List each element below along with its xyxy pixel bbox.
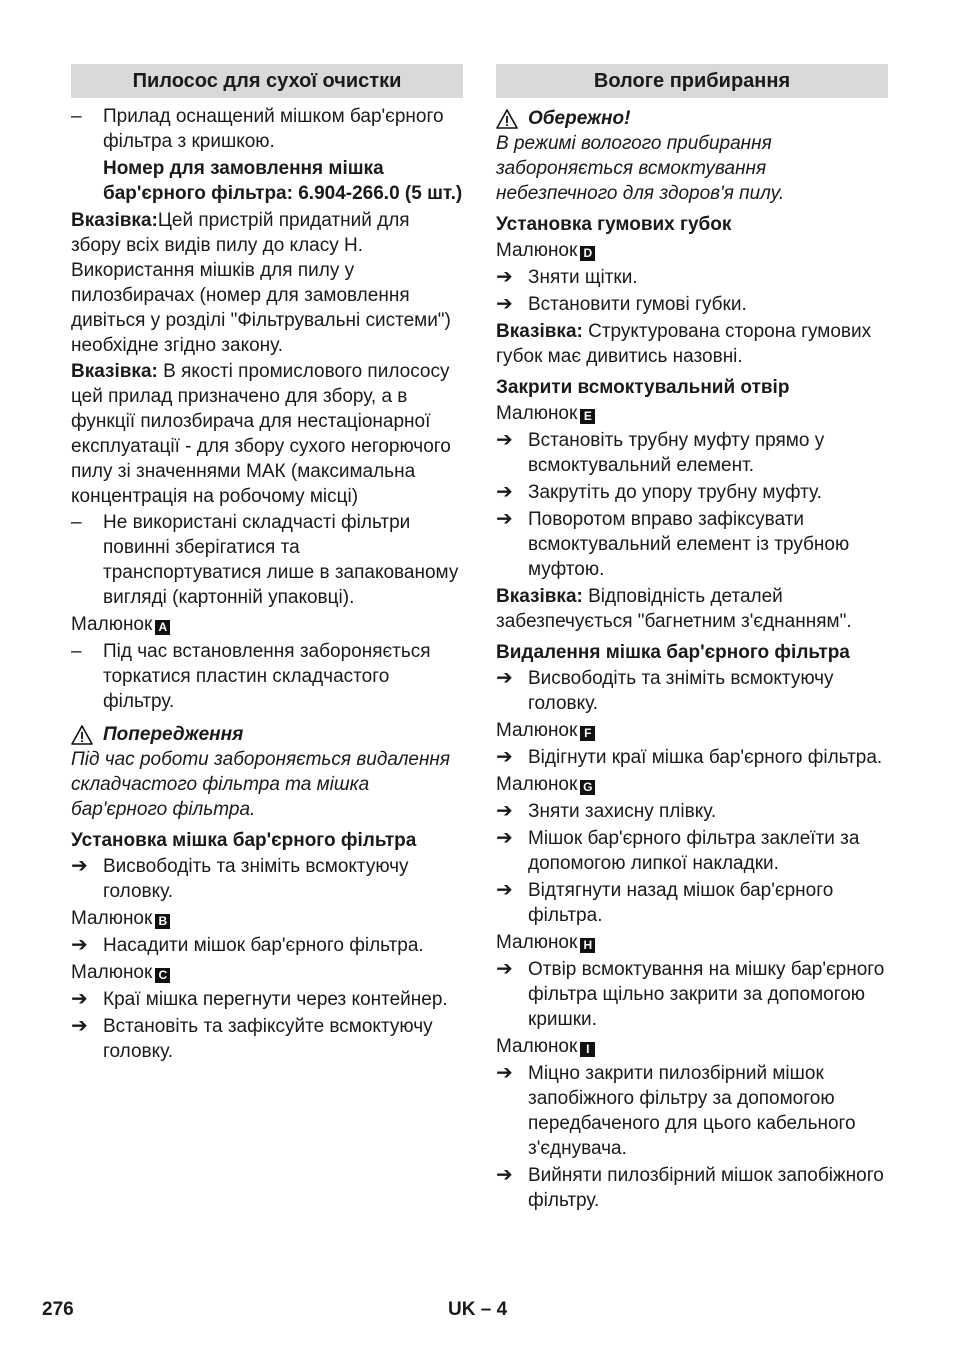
- section-header-wet: Вологе прибирання: [496, 64, 888, 98]
- figure-reference-h: Малюнок H: [496, 930, 888, 955]
- warning-heading: Попередження: [71, 722, 463, 747]
- step-item: ➔ Міцно закрити пилозбірний мішок запобіжного фільтру за допомогою передбаченого для цього кабельного з'єднувача.: [496, 1062, 856, 1159]
- arrow-right-icon: ➔: [71, 1015, 88, 1037]
- figure-letter-badge: F: [580, 726, 595, 741]
- note-paragraph: Вказівка: В якості промислового пилососу цей прилад призначено для збору, а в функції пилозбирача для нестаціонарної експлуатації - для збору сухого негорючого пилу зі значеннями МАК (максимальна концентрація на робочому місці): [71, 361, 451, 507]
- arrow-right-icon: ➔: [496, 879, 513, 901]
- note-paragraph: Вказівка:Цей пристрій придатний для збору всіх видів пилу до класу H. Використання мішків для пилу у пилозбирачах (номер для замовлення дивіться у розділі "Фільтрувальні системи") необхідне згідно закону.: [71, 210, 451, 356]
- step-item: ➔ Відігнути краї мішка бар'єрного фільтра.: [496, 746, 883, 768]
- note-paragraph: Вказівка: Відповідність деталей забезпечується "багнетним з'єднанням".: [496, 586, 852, 632]
- left-column: [71, 64, 463, 1066]
- figure-reference-d: Малюнок D: [496, 238, 888, 263]
- page-number: 276: [42, 1299, 74, 1320]
- figure-reference-c: Малюнок C: [71, 960, 463, 985]
- step-item: ➔ Насадити мішок бар'єрного фільтра.: [71, 934, 424, 956]
- step-item: ➔ Поворотом вправо зафіксувати всмоктувальний елемент із трубною муфтою.: [496, 508, 850, 580]
- list-item: – Під час встановлення забороняється торкатися пластин складчастого фільтру.: [71, 641, 431, 712]
- arrow-right-icon: ➔: [496, 667, 513, 689]
- arrow-right-icon: ➔: [496, 746, 513, 768]
- list-item: – Не використані складчасті фільтри повинні зберігатися та транспортуватися лише в запакованому вигляді (картонній упаковці).: [71, 512, 459, 608]
- warning-triangle-icon: [496, 109, 518, 129]
- rubber-lips-heading: Установка гумових губок: [496, 214, 732, 235]
- caution-text: В режимі вологого прибирання забороняється всмоктування небезпечного для здоров'я пилу.: [496, 133, 785, 204]
- arrow-right-icon: ➔: [496, 1062, 513, 1084]
- warning-text: Під час роботи забороняється видалення складчастого фільтра та мішка бар'єрного фільтра.: [71, 749, 451, 820]
- step-item: ➔ Встановіть та зафіксуйте всмоктуючу головку.: [71, 1015, 433, 1062]
- step-item: ➔ Отвір всмоктування на мішку бар'єрного фільтра щільно закрити за допомогою кришки.: [496, 958, 885, 1030]
- step-item: ➔ Висвободіть та зніміть всмоктуючу головку.: [496, 667, 834, 714]
- figure-letter-badge: E: [580, 409, 595, 424]
- figure-reference-b: Малюнок B: [71, 906, 463, 931]
- step-item: ➔ Зняти захисну плівку.: [496, 800, 717, 822]
- step-item: ➔ Встановіть трубну муфту прямо у всмоктувальний елемент.: [496, 429, 825, 476]
- figure-letter-badge: H: [580, 938, 595, 953]
- step-item: ➔ Вийняти пилозбірний мішок запобіжного фільтру.: [496, 1164, 884, 1211]
- figure-letter-badge: I: [580, 1042, 595, 1057]
- figure-letter-badge: C: [155, 968, 170, 983]
- figure-reference-f: Малюнок F: [496, 718, 888, 743]
- caution-heading: Обережно!: [496, 106, 888, 131]
- arrow-right-icon: ➔: [496, 1164, 513, 1186]
- close-suction-heading: Закрити всмоктувальний отвір: [496, 377, 790, 398]
- dash-marker: –: [71, 512, 82, 533]
- arrow-right-icon: ➔: [71, 988, 88, 1010]
- arrow-right-icon: ➔: [496, 429, 513, 451]
- arrow-right-icon: ➔: [496, 508, 513, 530]
- arrow-right-icon: ➔: [71, 855, 88, 877]
- figure-letter-badge: D: [580, 246, 595, 261]
- remove-bag-heading: Видалення мішка бар'єрного фільтра: [496, 642, 850, 663]
- arrow-right-icon: ➔: [496, 800, 513, 822]
- arrow-right-icon: ➔: [496, 958, 513, 980]
- dash-marker: –: [71, 106, 82, 127]
- arrow-right-icon: ➔: [496, 481, 513, 503]
- figure-reference-e: Малюнок E: [496, 401, 888, 426]
- step-item: ➔ Закрутіть до упору трубну муфту.: [496, 481, 822, 503]
- order-number-note: Номер для замовлення мішка бар'єрного фільтра: 6.904-266.0 (5 шт.): [103, 158, 463, 204]
- warning-triangle-icon: [71, 725, 93, 745]
- figure-reference-i: Малюнок I: [496, 1034, 888, 1059]
- step-item: ➔ Відтягнути назад мішок бар'єрного фільтра.: [496, 879, 834, 926]
- install-bag-heading: Установка мішка бар'єрного фільтра: [71, 830, 417, 851]
- figure-letter-badge: A: [155, 620, 170, 635]
- figure-reference-g: Малюнок G: [496, 772, 888, 797]
- step-item: ➔ Краї мішка перегнути через контейнер.: [71, 988, 448, 1010]
- arrow-right-icon: ➔: [71, 934, 88, 956]
- dash-marker: –: [71, 641, 82, 662]
- section-header-dry: Пилосос для сухої очистки: [71, 64, 463, 98]
- step-item: ➔ Зняти щітки.: [496, 266, 638, 288]
- step-item: ➔ Висвободіть та зніміть всмоктуючу головку.: [71, 855, 409, 902]
- arrow-right-icon: ➔: [496, 266, 513, 288]
- figure-reference-a: Малюнок A: [71, 612, 463, 637]
- note-paragraph: Вказівка: Структурована сторона гумових губок має дивитись назовні.: [496, 321, 872, 367]
- list-item: – Прилад оснащений мішком бар'єрного фільтра з кришкою.: [71, 106, 444, 152]
- step-item: ➔ Встановити гумові губки.: [496, 293, 747, 315]
- figure-letter-badge: G: [580, 780, 595, 795]
- arrow-right-icon: ➔: [496, 827, 513, 849]
- arrow-right-icon: ➔: [496, 293, 513, 315]
- page-section-label: UK – 4: [448, 1299, 508, 1320]
- step-item: ➔ Мішок бар'єрного фільтра заклеїти за допомогою липкої накладки.: [496, 827, 860, 874]
- right-column: [496, 64, 888, 1215]
- figure-letter-badge: B: [155, 914, 170, 929]
